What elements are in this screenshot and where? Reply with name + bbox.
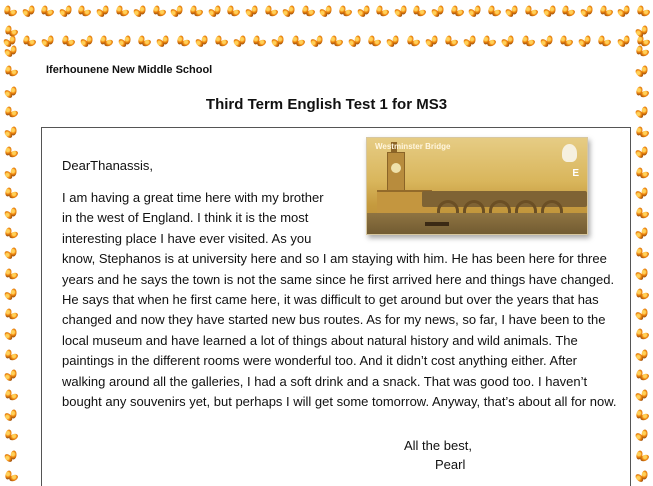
left-butterfly-border [0,22,22,486]
butterfly-icon [114,3,130,19]
butterfly-icon [634,266,650,282]
butterfly-icon [3,145,19,161]
butterfly-icon [117,33,133,49]
butterfly-icon [3,428,19,444]
butterfly-icon [467,3,483,19]
butterfly-icon [309,33,325,49]
butterfly-icon [424,33,440,49]
butterfly-icon [95,3,111,19]
butterfly-icon [3,24,19,40]
butterfly-icon [449,3,465,19]
butterfly-icon [58,3,74,19]
letter-signature: Pearl [435,457,466,472]
butterfly-icon [136,33,152,49]
butterfly-icon [560,3,576,19]
butterfly-icon [577,33,593,49]
letter-body-text: I am having a great time here with my brother in the west of England. I think it is the most interesting place I have ever visited. As you know, Stephanos is at university here and so I am staying with him. He has been here for three years and he says the town is not the same since he first arrived here and things have changed. He says that when he first came here, it was difficult to get around but over the years that has changed and now they have started new bus routes. As for my news, so far, I have been to the local museum and have learned a lot of things about natural history and wild animals. The paintings in the different rooms were wonderful too. And it didn’t cost anything either. After walking around all the galleries, I had a soft drink and a snack. That was good too. I haven’t bought any souvenirs yet, but perhaps I will get some tomorrow. Anyway, that’s about all for now. [62,190,617,410]
butterfly-icon [430,3,446,19]
butterfly-icon [634,388,650,404]
butterfly-icon [251,33,267,49]
butterfly-icon [634,165,650,181]
butterfly-icon [194,33,210,49]
butterfly-icon [232,33,248,49]
butterfly-icon [558,33,574,49]
butterfly-icon [347,33,363,49]
butterfly-icon [523,3,539,19]
butterfly-icon [3,347,19,363]
butterfly-icon [635,3,651,19]
butterfly-icon [213,33,229,49]
butterfly-icon [634,347,650,363]
butterfly-icon [3,287,19,303]
image-wrap-space [332,188,622,240]
butterfly-icon [39,3,55,19]
butterfly-icon [596,33,612,49]
butterfly-icon [40,33,56,49]
butterfly-icon [3,367,19,383]
butterfly-icon [76,3,92,19]
butterfly-icon [151,3,167,19]
butterfly-icon [634,125,650,141]
butterfly-icon [3,408,19,424]
butterfly-icon [634,307,650,323]
butterfly-icon [634,428,650,444]
second-butterfly-border [0,30,653,52]
butterfly-icon [3,307,19,323]
butterfly-icon [634,448,650,464]
butterfly-icon [98,33,114,49]
butterfly-icon [3,246,19,262]
letter-salutation: DearThanassis, [62,158,154,173]
butterfly-icon [481,33,497,49]
butterfly-icon [175,33,191,49]
butterfly-icon [3,327,19,343]
butterfly-icon [634,24,650,40]
butterfly-icon [300,3,316,19]
butterfly-icon [337,3,353,19]
butterfly-icon [385,33,401,49]
butterfly-icon [405,33,421,49]
butterfly-icon [270,33,286,49]
butterfly-icon [634,44,650,60]
butterfly-icon [60,33,76,49]
butterfly-icon [3,64,19,80]
butterfly-icon [3,185,19,201]
butterfly-icon [634,469,650,485]
queen-head-icon [562,144,577,162]
top-butterfly-border [0,0,653,22]
butterfly-icon [634,226,650,242]
butterfly-icon [634,367,650,383]
butterfly-icon [21,3,37,19]
butterfly-icon [366,33,382,49]
letter-body [62,188,622,412]
butterfly-icon [634,64,650,80]
test-title: Third Term English Test 1 for MS3 [205,96,448,113]
butterfly-icon [328,33,344,49]
stamp-caption: Westminster Bridge [375,142,451,151]
butterfly-icon [3,469,19,485]
butterfly-icon [3,44,19,60]
butterfly-icon [290,33,306,49]
butterfly-icon [501,33,517,49]
butterfly-icon [3,226,19,242]
butterfly-icon [539,33,555,49]
butterfly-icon [374,3,390,19]
butterfly-icon [598,3,614,19]
butterfly-icon [207,3,223,19]
butterfly-icon [244,3,260,19]
butterfly-icon [170,3,186,19]
butterfly-icon [2,3,18,19]
butterfly-icon [634,185,650,201]
letter-closing: All the best, [404,438,472,453]
butterfly-icon [634,246,650,262]
butterfly-icon [188,3,204,19]
butterfly-icon [3,388,19,404]
stamp-value: E [572,168,579,179]
butterfly-icon [579,3,595,19]
butterfly-icon [263,3,279,19]
butterfly-icon [634,287,650,303]
butterfly-icon [443,33,459,49]
butterfly-icon [21,33,37,49]
butterfly-icon [318,3,334,19]
butterfly-icon [3,448,19,464]
butterfly-icon [3,125,19,141]
butterfly-icon [3,165,19,181]
butterfly-icon [634,327,650,343]
butterfly-icon [393,3,409,19]
butterfly-icon [486,3,502,19]
butterfly-icon [505,3,521,19]
butterfly-icon [281,3,297,19]
right-butterfly-border [631,22,653,486]
butterfly-icon [155,33,171,49]
butterfly-icon [520,33,536,49]
butterfly-icon [411,3,427,19]
butterfly-icon [356,3,372,19]
butterfly-icon [634,145,650,161]
school-name: Iferhounene New Middle School [46,64,213,76]
butterfly-icon [79,33,95,49]
butterfly-icon [542,3,558,19]
butterfly-icon [3,206,19,222]
butterfly-icon [634,408,650,424]
butterfly-icon [616,33,632,49]
butterfly-icon [3,266,19,282]
butterfly-icon [634,206,650,222]
butterfly-icon [462,33,478,49]
butterfly-icon [616,3,632,19]
butterfly-icon [132,3,148,19]
butterfly-icon [225,3,241,19]
